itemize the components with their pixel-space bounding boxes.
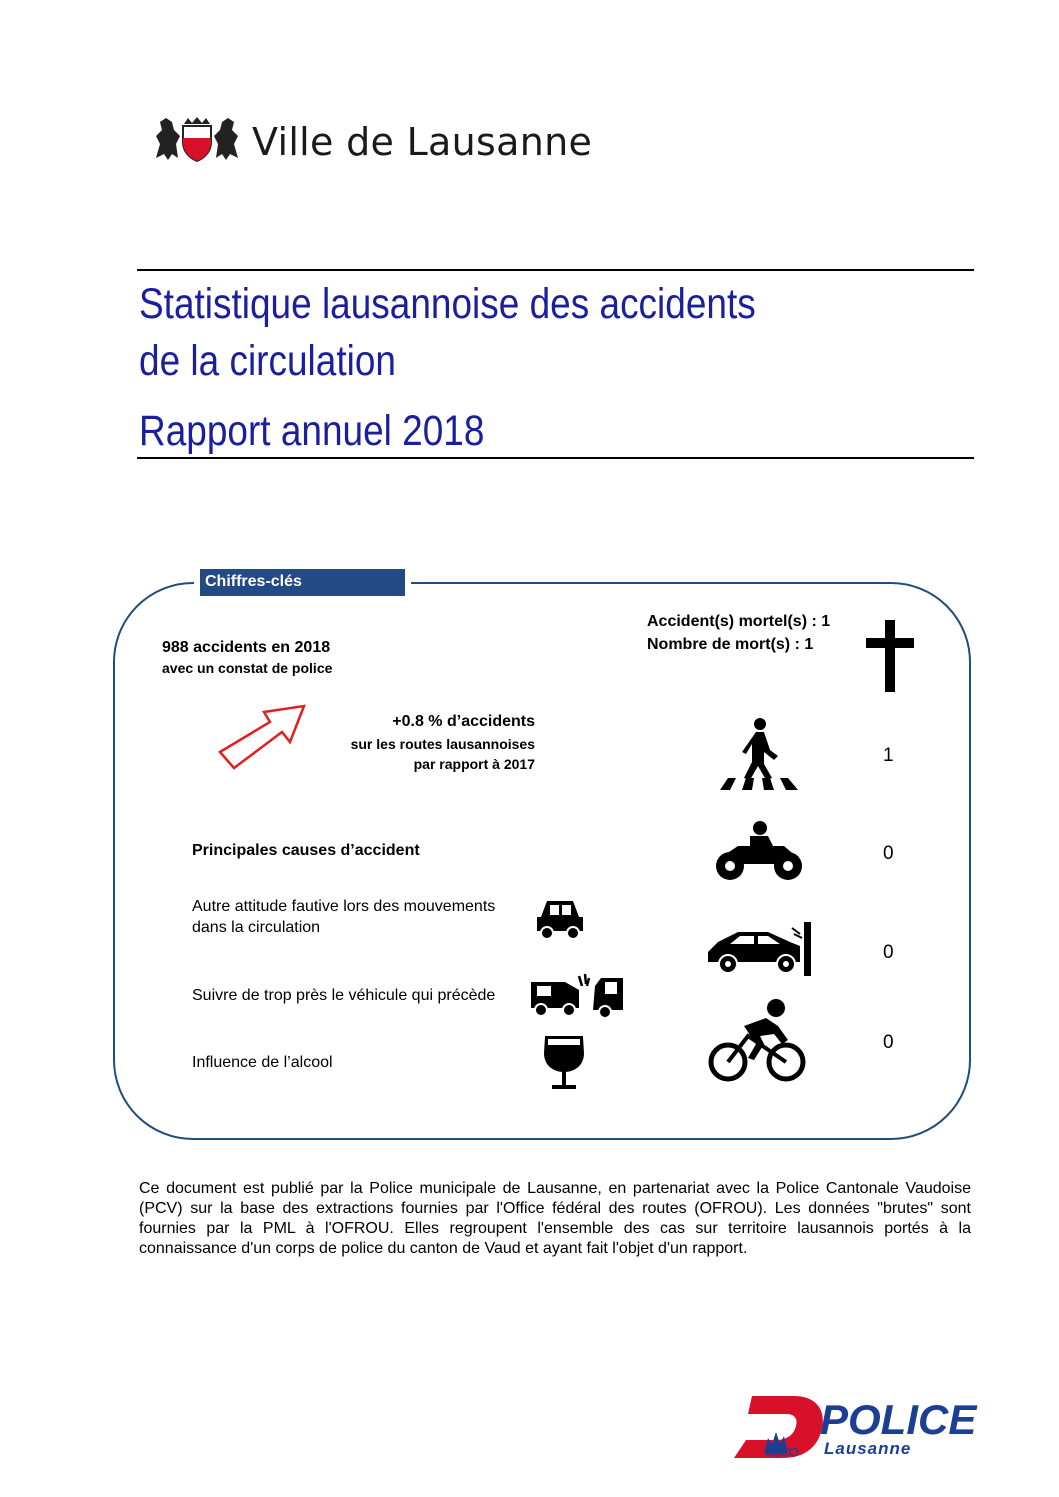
lausanne-crest-logo (152, 114, 242, 164)
bicycle-deaths: 0 (883, 1032, 894, 1053)
cause-2-line-1: Suivre de trop près le véhicule qui précède (192, 987, 496, 1004)
increase-arrow-icon (216, 700, 308, 772)
trend-line-2: sur les routes lausannoises (350, 736, 535, 752)
rear-collision-icon (529, 972, 627, 1020)
trend-line-3: par rapport à 2017 (413, 756, 535, 772)
bicycle-icon (708, 996, 808, 1086)
cause-3-line-1: Influence de l’alcool (192, 1054, 333, 1071)
accidents-count: 988 accidents en 2018 (162, 639, 331, 656)
title-line-3: Rapport annuel 2018 (139, 407, 485, 455)
car-crash-icon (706, 922, 812, 976)
police-city: Lausanne (824, 1439, 912, 1458)
fatal-accidents: Accident(s) mortel(s) : 1 (647, 613, 831, 630)
key-figures-label: Chiffres-clés (200, 569, 405, 596)
trend-main: +0.8 % d’accidents (392, 713, 535, 730)
pedestrian-crossing-icon (718, 716, 800, 792)
title-top-rule (137, 269, 974, 271)
police-word: POLICE (820, 1396, 977, 1443)
title-line-2: de la circulation (139, 337, 396, 385)
wine-glass-icon (542, 1033, 586, 1093)
city-name: Ville de Lausanne (252, 120, 593, 164)
cross-icon (866, 620, 914, 692)
pedestrian-deaths: 1 (883, 745, 894, 766)
cause-1-line-2: dans la circulation (192, 919, 321, 936)
publication-note: Ce document est publié par la Police municipale de Lausanne, en partenariat avec la Police Cantonale Vaudoise (PCV) sur la base des extractions fournies par l'Office fédéral des routes (OFROU). Les données "brutes" sont fournies par la PML à l'OFROU. Elles regroupent l'ensemble des cas sur territoire lausannois portés à la connaissance d'un corps de police du canton de Vaud et ayant fait l'objet d'un rapport. (139, 1180, 971, 1257)
accidents-note: avec un constat de police (162, 660, 333, 676)
title-line-1: Statistique lausannoise des accidents (139, 280, 756, 328)
causes-heading: Principales causes d’accident (192, 842, 420, 859)
police-lausanne-logo (732, 1392, 1032, 1462)
motorcycle-icon (710, 818, 806, 884)
car-crash-deaths: 0 (883, 942, 894, 963)
deaths-count: Nombre de mort(s) : 1 (647, 636, 814, 653)
title-bottom-rule (137, 457, 974, 459)
motorcycle-deaths: 0 (883, 843, 894, 864)
car-icon (533, 897, 587, 943)
cause-1-line-1: Autre attitude fautive lors des mouvements (192, 898, 496, 915)
